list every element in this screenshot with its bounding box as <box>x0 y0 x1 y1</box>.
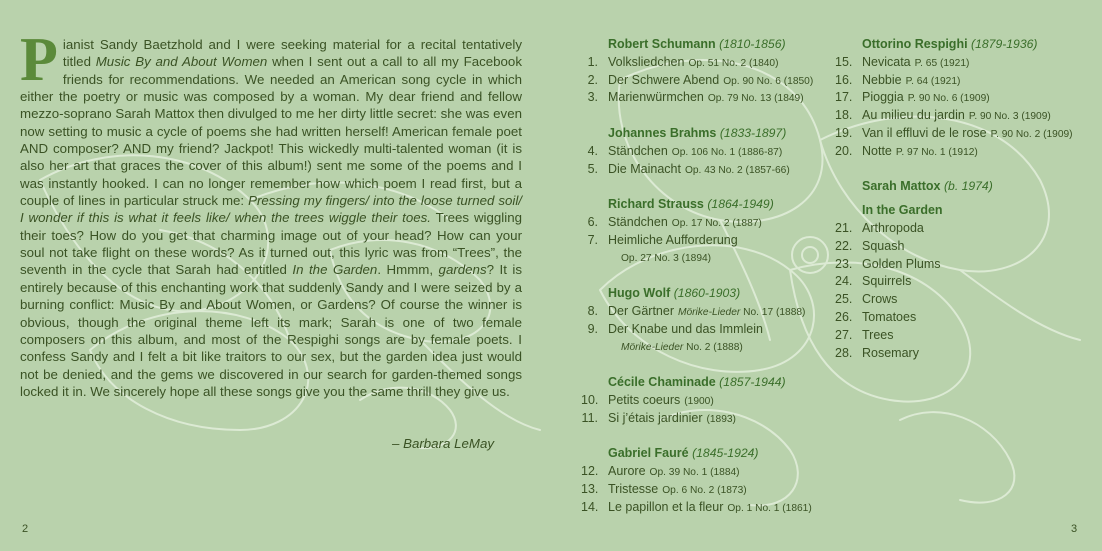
track-title: Tristesse <box>608 481 659 496</box>
composer-heading <box>835 36 1095 54</box>
track-title: Tomatoes <box>862 309 917 324</box>
track-info: Op. 106 No. 1 (1886-87) <box>671 146 783 158</box>
composer-heading <box>581 285 831 303</box>
track-title: Volksliedchen <box>608 54 685 69</box>
track-row <box>835 273 1095 291</box>
track-info: P. 64 (1921) <box>905 75 961 87</box>
track-number: 3. <box>587 90 598 105</box>
track-number: 21. <box>835 220 853 235</box>
track-title: Le papillon et la fleur <box>608 499 724 514</box>
track-info-collection: Mörike-Lieder <box>621 341 684 353</box>
track-title: Nevicata <box>862 54 911 69</box>
track-number: 26. <box>835 309 853 324</box>
essay-text: ? It is entirely because of this enchanting work that suddenly Sandy and I were seized by a burning conflict: Music By and About Women, or Gardens? Of course the winner is obvious, though the original theme left its mark; Sarah is one of two female composers on this album, and most of the Respighi songs are by female poets. I confess Sandy and I felt a bit like traitors to our sex, but the garden idea just would not be denied, and the gems we discovered in our search for garden-themed songs locked it in. We sincerely hope all these songs give you the same thrill they give us. <box>20 262 522 399</box>
track-row <box>835 54 1095 72</box>
track-info: Op. 90 No. 6 (1850) <box>723 75 814 87</box>
track-number: 15. <box>835 54 853 69</box>
track-info: P. 97 No. 1 (1912) <box>895 146 978 158</box>
composer-name: Richard Strauss <box>608 197 704 212</box>
track-number: 4. <box>587 143 598 158</box>
track-info: P. 90 No. 2 (1909) <box>990 128 1073 140</box>
essay-italic-cycle-title: In the Garden <box>292 262 378 278</box>
page-number-left: 2 <box>22 523 29 535</box>
track-info: P. 65 (1921) <box>914 57 970 69</box>
track-title: Golden Plums <box>862 256 941 271</box>
track-title: Petits coeurs <box>608 392 681 407</box>
essay-text: ianist Sandy Baetzhold and I were seeking material for a recital tentatively titled <box>62 37 522 70</box>
track-title: Der Gärtner <box>608 303 674 318</box>
composer-name: Johannes Brahms <box>608 125 717 140</box>
track-info: Op. 1 No. 1 (1861) <box>727 502 812 514</box>
track-row <box>835 345 1095 363</box>
essay-text: . Hmmm, <box>377 262 439 278</box>
composer-heading <box>835 178 1095 196</box>
track-title: Rosemary <box>862 345 919 360</box>
track-title: Der Schwere Abend <box>608 72 720 87</box>
essay-text: Trees wiggling their toes? How do you get that charming image out of your head? How can your soul not take flight on these words? As it turned out, this lyric was from “Trees”, the seventh in the cycle that Sarah had entitled <box>20 210 522 278</box>
composer-heading <box>581 445 831 463</box>
track-title: Si j’étais jardinier <box>608 410 703 425</box>
composer-dates: (1860-1903) <box>673 286 741 301</box>
track-number: 22. <box>835 238 853 253</box>
essay-italic-gardens: gardens <box>438 262 487 278</box>
track-number: 16. <box>835 72 853 87</box>
track-row <box>581 161 831 179</box>
track-title: Pioggia <box>862 90 904 105</box>
essay-text: when I sent out a call to all my Facebook friends for recommendations. We needed an American song cycle in which either the poetry or music was composed by a woman. My dear friend and fellow mezzo-soprano Sarah Mattox then divulged to me her dirty little secret: she was even now setting to music a cycle of poems she had written herself! American female poet AND composer? AND my friend? Jackpot! This wickedly multi-talented woman (it is also her art that graces the cover of this album!) sent me some of the poems and I was instantly hooked. I can no longer remember how which poem I read first, but a couple of lines in particular struck me: <box>20 54 522 209</box>
drop-cap: P <box>20 26 58 94</box>
track-info: (1893) <box>706 413 736 425</box>
composer-dates: (1810-1856) <box>719 37 786 51</box>
track-row <box>581 499 831 517</box>
track-row <box>581 463 831 481</box>
track-info: P. 90 No. 3 (1909) <box>968 111 1051 123</box>
composer-heading <box>581 125 831 143</box>
track-title: Arthropoda <box>862 220 924 235</box>
track-title: Nebbie <box>862 72 902 87</box>
track-title: Ständchen <box>608 143 668 158</box>
track-info: Op. 39 No. 1 (1884) <box>649 467 740 479</box>
composer-heading <box>581 374 831 392</box>
track-number: 28. <box>835 345 853 360</box>
track-row <box>581 214 831 232</box>
track-row <box>835 107 1095 125</box>
track-number: 5. <box>587 161 598 176</box>
track-title: Marienwürmchen <box>608 90 704 105</box>
track-number: 7. <box>587 232 598 247</box>
track-number: 17. <box>835 90 853 105</box>
essay-italic-quote: Pressing my fingers/ into the loose turned soil/ I wonder if this is what it feels like/ when the trees wiggle their toes. <box>20 193 522 226</box>
composer-dates: (1845-1924) <box>692 446 759 461</box>
track-number: 23. <box>835 256 853 271</box>
liner-notes-essay <box>20 26 522 400</box>
composer-name: Robert Schumann <box>608 37 716 51</box>
right-page <box>551 0 1102 551</box>
composer-dates: (b. 1974) <box>943 179 993 194</box>
track-row <box>835 291 1095 309</box>
track-row <box>835 143 1095 161</box>
track-title: Trees <box>862 327 894 342</box>
track-number: 25. <box>835 292 853 307</box>
track-row <box>581 321 831 339</box>
track-info: Op. 79 No. 13 (1849) <box>707 93 804 105</box>
track-number: 13. <box>581 481 599 496</box>
track-info: Op. 51 No. 2 (1840) <box>688 57 779 69</box>
composer-name: Ottorino Respighi <box>862 37 968 51</box>
track-number: 12. <box>581 464 599 479</box>
track-row <box>581 143 831 161</box>
track-title: Der Knabe und das Immlein <box>608 321 763 336</box>
composer-dates: (1857-1944) <box>719 375 786 390</box>
composer-heading <box>581 36 831 54</box>
track-number: 1. <box>587 54 598 69</box>
track-number: 8. <box>587 303 598 318</box>
track-row <box>835 89 1095 107</box>
track-row <box>581 410 831 428</box>
track-row <box>581 232 831 250</box>
tracklist-column-2 <box>835 36 1095 362</box>
song-cycle-title: In the Garden <box>862 203 943 218</box>
track-row <box>835 327 1095 345</box>
track-title: Aurore <box>608 464 646 479</box>
track-number: 9. <box>587 321 598 336</box>
track-info: Op. 43 No. 2 (1857-66) <box>684 164 790 176</box>
composer-name: Cécile Chaminade <box>608 375 716 390</box>
track-number: 19. <box>835 125 853 140</box>
tracklist-column-1 <box>581 36 831 517</box>
track-row <box>835 220 1095 238</box>
track-title: Squash <box>862 238 905 253</box>
track-info: No. 17 (1888) <box>743 306 806 318</box>
track-info-continued: Op. 27 No. 3 (1894) <box>621 252 712 264</box>
track-number: 10. <box>581 392 599 407</box>
track-title: Van il effluvi de le rose <box>862 125 987 140</box>
composer-heading <box>581 196 831 214</box>
track-title: Notte <box>862 143 892 158</box>
track-row <box>835 238 1095 256</box>
track-number: 18. <box>835 108 853 123</box>
composer-name: Gabriel Fauré <box>608 446 689 461</box>
track-row <box>835 125 1095 143</box>
track-number: 6. <box>587 214 598 229</box>
track-row <box>835 72 1095 90</box>
track-info-continued <box>581 339 831 357</box>
track-row <box>581 392 831 410</box>
track-row <box>581 72 831 90</box>
track-title: Au milieu du jardin <box>862 108 965 123</box>
track-number: 2. <box>587 72 598 87</box>
composer-dates: (1864-1949) <box>707 197 774 212</box>
track-info: P. 90 No. 6 (1909) <box>907 93 990 105</box>
track-info: No. 2 (1888) <box>686 341 743 353</box>
author-signature: – Barbara LeMay <box>392 436 494 451</box>
track-info: Op. 17 No. 2 (1887) <box>671 217 762 229</box>
track-row <box>581 303 831 321</box>
track-row <box>581 481 831 499</box>
track-number: 20. <box>835 143 853 158</box>
track-title: Crows <box>862 292 898 307</box>
track-number: 14. <box>581 499 599 514</box>
composer-dates: (1879-1936) <box>971 37 1038 51</box>
track-title: Heimliche Aufforderung <box>608 232 738 247</box>
track-info: Op. 6 No. 2 (1873) <box>662 484 747 496</box>
composer-name: Hugo Wolf <box>608 286 671 301</box>
track-row <box>835 309 1095 327</box>
track-row <box>581 89 831 107</box>
page-number-right: 3 <box>1071 523 1078 535</box>
track-info: (1900) <box>684 395 714 407</box>
track-number: 24. <box>835 274 853 289</box>
track-number: 27. <box>835 327 853 342</box>
track-title: Ständchen <box>608 214 668 229</box>
track-number: 11. <box>581 410 598 425</box>
essay-italic-recital-title: Music By and About Women <box>95 54 268 70</box>
track-title: Squirrels <box>862 274 912 289</box>
track-info-collection: Mörike-Lieder <box>678 306 741 318</box>
composer-name: Sarah Mattox <box>862 179 941 194</box>
track-row <box>581 54 831 72</box>
track-title: Die Mainacht <box>608 161 681 176</box>
composer-dates: (1833-1897) <box>719 125 787 140</box>
track-row <box>835 256 1095 274</box>
